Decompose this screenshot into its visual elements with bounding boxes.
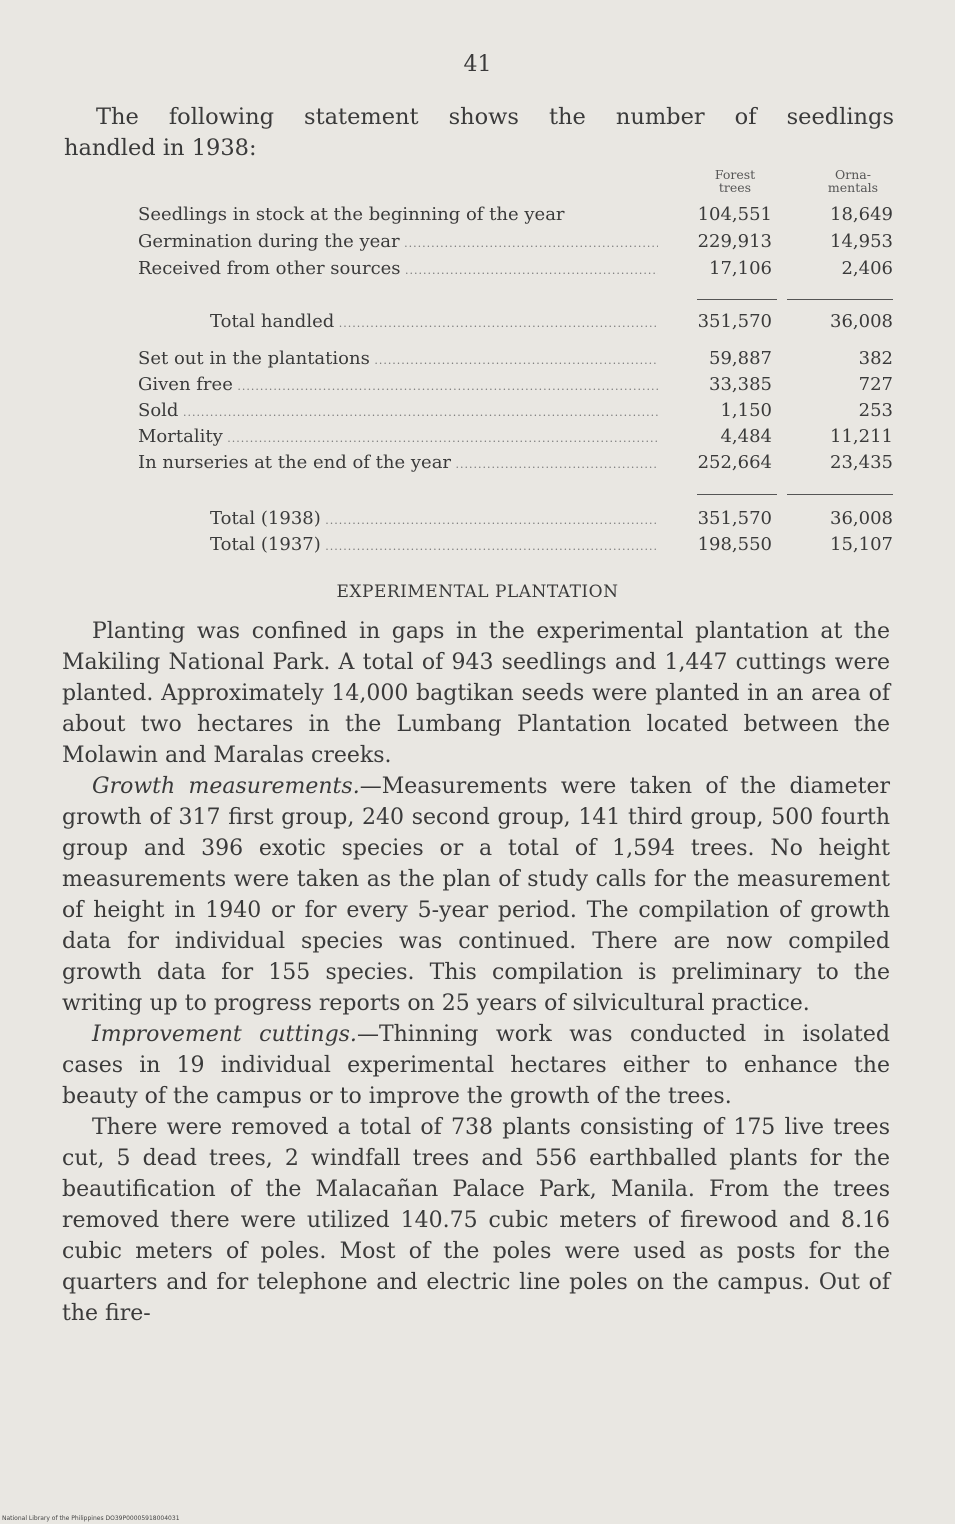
row-label: Germination during the year .....	[138, 231, 658, 252]
ornamentals-value: 36,008	[830, 508, 893, 529]
table-row	[0, 348, 955, 374]
intro-line-2: handled in 1938:	[64, 135, 257, 161]
subtotal-rule-ornamentals	[787, 299, 893, 300]
forest-value: 252,664	[697, 452, 772, 473]
column-header-ornamentals	[808, 168, 898, 194]
column-header-forest-trees	[690, 168, 780, 194]
row-label: Mortality .....	[138, 426, 658, 447]
column-header-forest-line2: trees	[718, 180, 752, 195]
forest-value: 59,887	[709, 348, 772, 369]
improvement-cuttings-heading: Improvement cuttings.	[92, 1022, 357, 1047]
row-label: Set out in the plantations .....	[138, 348, 658, 369]
paragraph-growth-measurements	[62, 771, 890, 1019]
row-label: Sold .....	[138, 400, 658, 421]
column-header-forest-line1: Forest	[714, 167, 756, 182]
table-row	[0, 204, 955, 230]
forest-value: 33,385	[709, 374, 772, 395]
ornamentals-value: 2,406	[841, 258, 893, 279]
growth-measurements-heading: Growth measurements.	[92, 774, 360, 799]
forest-value: 17,106	[709, 258, 772, 279]
table-row-total	[0, 311, 955, 337]
row-label: In nurseries at the end of the year .....	[138, 452, 658, 473]
paragraph-improvement-cuttings	[62, 1019, 890, 1112]
row-label: Received from other sources .....	[138, 258, 658, 279]
table-row	[0, 258, 955, 284]
row-label: Seedlings in stock at the beginning of the year	[138, 204, 565, 225]
forest-value: 229,913	[697, 231, 772, 252]
table-row	[0, 426, 955, 452]
row-label: Total handled .....	[210, 311, 658, 332]
row-label: Total (1938) .....	[210, 508, 658, 529]
forest-value: 1,150	[720, 400, 772, 421]
column-header-ornamentals-line2: mentals	[827, 180, 879, 195]
table-row	[0, 374, 955, 400]
row-label: Total (1937) .....	[210, 534, 658, 555]
forest-value: 198,550	[697, 534, 772, 555]
ornamentals-value: 382	[858, 348, 893, 369]
forest-value: 104,551	[697, 204, 772, 225]
improvement-cuttings-text: —Thinning work was conducted in isolated cases in 19 individual experimental hectares either to enhance the beauty of the campus or to improve the growth of the trees.	[62, 1022, 890, 1109]
forest-value: 351,570	[697, 508, 772, 529]
intro-paragraph	[64, 102, 894, 164]
total-rule-forest	[697, 494, 777, 495]
paragraph-planting: Planting was confined in gaps in the experimental plantation at the Makiling National Park. A total of 943 seedlings and 1,447 cuttings were planted. Approximately 14,000 bagtikan seeds were planted in an area of about two hectares in the Lumbang Plantation located between the Molawin and Maralas creeks.	[62, 619, 890, 768]
ornamentals-value: 253	[858, 400, 893, 421]
ornamentals-value: 18,649	[830, 204, 893, 225]
column-header-ornamentals-line1: Orna-	[835, 167, 871, 182]
total-rule-ornamentals	[787, 494, 893, 495]
table-row-total	[0, 508, 955, 534]
table-row-total	[0, 534, 955, 560]
growth-measurements-text: —Measurements were taken of the diameter growth of 317 first group, 240 second group, 141 third group, 500 fourth group and 396 exotic species or a total of 1,594 trees. No height measurements were taken as the plan of study calls for the measurement of height in 1940 or for every 5-year period. The compilation of growth data for individual species was continued. There are now compiled growth data for 155 species. This compilation is preliminary to the writing up to progress reports on 25 years of silvicultural practice.	[62, 774, 890, 1016]
table-row	[0, 452, 955, 478]
table-row	[0, 400, 955, 426]
section-title: EXPERIMENTAL PLANTATION	[336, 582, 619, 602]
forest-value: 351,570	[697, 311, 772, 332]
forest-value: 4,484	[720, 426, 772, 447]
ornamentals-value: 14,953	[830, 231, 893, 252]
ornamentals-value: 23,435	[830, 452, 893, 473]
ornamentals-value: 11,211	[830, 426, 893, 447]
subtotal-rule-forest	[697, 299, 777, 300]
library-footer: National Library of the Philippines DO39P00005918004031	[2, 1515, 180, 1522]
ornamentals-value: 15,107	[830, 534, 893, 555]
ornamentals-value: 36,008	[830, 311, 893, 332]
body-text	[62, 616, 890, 1329]
table-row	[0, 231, 955, 257]
page-number: 41	[463, 52, 492, 77]
paragraph-removed-plants: There were removed a total of 738 plants consisting of 175 live trees cut, 5 dead trees, 2 windfall trees and 556 earthballed plants for the beautification of the Malacañan Palace Park, Manila. From the trees removed there were utilized 140.75 cubic meters of firewood and 8.16 cubic meters of poles. Most of the poles were used as posts for the quarters and for telephone and electric line poles on the campus. Out of the fire-	[62, 1115, 890, 1326]
row-label: Given free .....	[138, 374, 658, 395]
ornamentals-value: 727	[858, 374, 893, 395]
intro-line-1: The following statement shows the number of seedlings	[96, 104, 894, 130]
